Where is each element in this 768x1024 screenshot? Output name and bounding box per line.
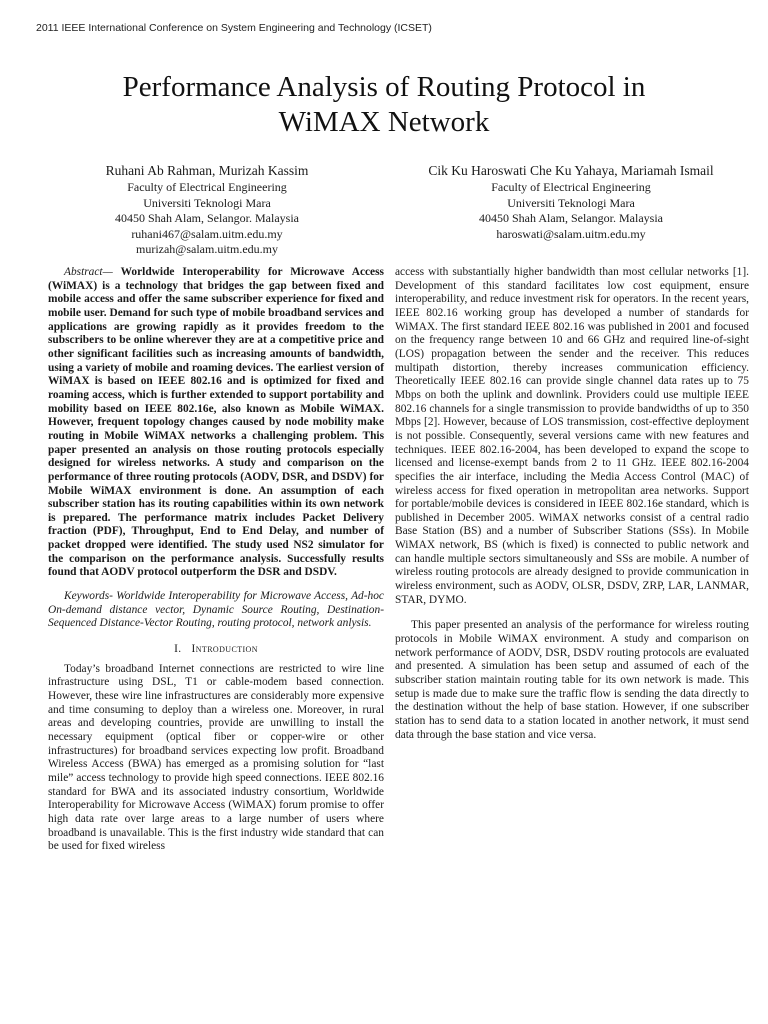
paper-title — [0, 70, 768, 140]
keywords: Keywords- Worldwide Interoperability for Microwave Access, Ad-hoc On-demand distance vector, Dynamic Source Routing, Destination-Sequenced Distance-Vector Routing, routing protocol, network anlysis. — [48, 590, 384, 630]
conference-header: 2011 IEEE International Conference on System Engineering and Technology (ICSET) — [36, 22, 432, 34]
author-email: murizah@salam.uitm.edu.my — [135, 242, 279, 256]
author-affiliation-line: 40450 Shah Alam, Selangor. Malaysia — [479, 211, 663, 225]
author-email: haroswati@salam.uitm.edu.my — [496, 226, 646, 241]
body-paragraph: access with substantially higher bandwidth than most cellular networks [1]. Development of this standard facilitates low cost equipment, ensure interoperability, and reduce investment risk for operators. In the recent years, IEEE 802.16 working group has developed a number of standards for WiMAX. The first standard IEEE 802.16 was published in 2001 and focused on the frequency range between 10 and 66 GHz and required line-of-sight (LOS) propagation between the sender and the receiver. This reduces multipath distortion, thereby increases communication efficiency. Theoretically IEEE 802.16 can provide single channel data rates up to 75 Mbps on both the uplink and downlink. Providers could use multiple IEEE 802.16 channels for a single transmission to provide bandwidths of up to 350 Mbps [2]. However, because of LOS transmission, cost-effective deployment is not possible. Consequently, several versions came with new features and techniques. IEEE 802.16-2004, has been developed to expand the scope to licensed and license-exempt bands from 2 to 11 GHz. IEEE 802.16-2004 specifies the air interface, including the Media Access Control (MAC) of wireless access for fixed operation in metropolitan area networks. Support for portable/mobile devices is considered in IEEE 802.16e standard, which is published in December 2005. WiMAX networks consist of a central radio Base Station (BS) and a number of Subscriber Stations (SSs). In Mobile WiMAX network, BS (which is fixed) is connected to public network and can handle multiple sectors simultaneously and SSs are mobile. A number of wireless routing protocols are already designed to provide communication in wireless environment, such as AODV, OLSR, DSDV, ZRP, LAR, LANMAR, STAR, DYMO. — [395, 266, 749, 606]
body-paragraph: This paper presented an analysis of the performance for wireless routing protocols in Mobile WiMAX environment. A study and comparison on network performance of AODV, DSR, DSDV routing protocols are evaluated and presented. A simulation has been setup and assumed of each of the subscriber station maintain routing table for its own network is made. This setup is made due to make sure the traffic flow is sending the data directly to the destination without the help of base station. However, if one subscriber station has to send data to a station located in another network, it must send data through the base station and vice versa. — [395, 619, 749, 741]
section-number: I. — [174, 643, 182, 656]
author-affiliation-line: Universiti Teknologi Mara — [507, 195, 635, 210]
title-line-2: WiMAX Network — [278, 106, 490, 138]
author-affiliation-line: Faculty of Electrical Engineering — [127, 180, 287, 194]
right-column — [395, 266, 749, 742]
author-affiliation-line: 40450 Shah Alam, Selangor. Malaysia — [115, 211, 299, 225]
author-email: ruhani467@salam.uitm.edu.my — [131, 226, 283, 241]
section-heading — [48, 643, 384, 657]
author-block-left — [42, 162, 372, 258]
abstract — [48, 266, 384, 580]
author-block-right — [401, 162, 741, 242]
title-line-1: Performance Analysis of Routing Protocol in — [122, 71, 646, 103]
author-affiliation-line: Faculty of Electrical Engineering — [491, 180, 651, 194]
abstract-text: Worldwide Interoperability for Microwave Access (WiMAX) is a technology that bridges the gap between fixed and mobile access and offer the same subscriber experience for fixed and mobile user. Demand for such type of mobile broadband services and applications are growing rapidly as it provides freedom to the subscribers to be online wherever they are at a competitive price and other significant facilities such as increasing amounts of bandwidth, using a variety of mobile and roaming devices. The earliest version of WiMAX is based on IEEE 802.16 and is optimized for fixed and roaming access, which is further extended to support portability and mobility based on IEEE 802.16e, also known as Mobile WiMAX. However, frequent topology changes caused by node mobility make routing in Mobile WiMAX networks a challenging problem. This paper presented an analysis on those routing protocols especially designed for wireless networks. A study and comparison on the performance of three routing protocols (AODV, DSR, and DSDV) for Mobile WiMAX environment is done. An assumption of each subscriber station has its routing capabilities within its own network is prepared. The performance matrix includes Packet Delivery fraction (PDF), Throughput, End to End Delay, and number of packet dropped were identified. The study used NS2 simulator for the comparison on the performance analysis. Successfully results found that AODV protocol outperform the DSR and DSDV. — [48, 266, 384, 579]
abstract-label: Abstract— — [64, 266, 113, 278]
left-column — [48, 266, 384, 854]
section-title: Introduction — [191, 643, 258, 656]
author-names: Ruhani Ab Rahman, Murizah Kassim — [105, 163, 309, 178]
author-names: Cik Ku Haroswati Che Ku Yahaya, Mariamah Ismail — [428, 163, 714, 178]
intro-paragraph: Today’s broadband Internet connections are restricted to wire line infrastructure using DSL, T1 or cable-modem based connection. However, these wire line infrastructures are considerably more expensive and time consuming to deploy than a wireless one. Moreover, in rural areas and developing countries, provide are unwilling to install the necessary equipment (optical fiber or copper-wire or other infrastructures) for broadband services expecting low profit. Broadband Wireless Access (BWA) has emerged as a promising solution for “last mile” access technology to provide high speed connections. IEEE 802.16 standard for BWA and its associated industry consortium, Worldwide Interoperability for Microwave Access (WiMAX) forum promise to offer high data rate over large areas to a large number of users where broadband is unavailable. This is the first industry wide standard that can be used for fixed wireless — [48, 662, 384, 853]
author-affiliation-line: Universiti Teknologi Mara — [143, 195, 271, 210]
